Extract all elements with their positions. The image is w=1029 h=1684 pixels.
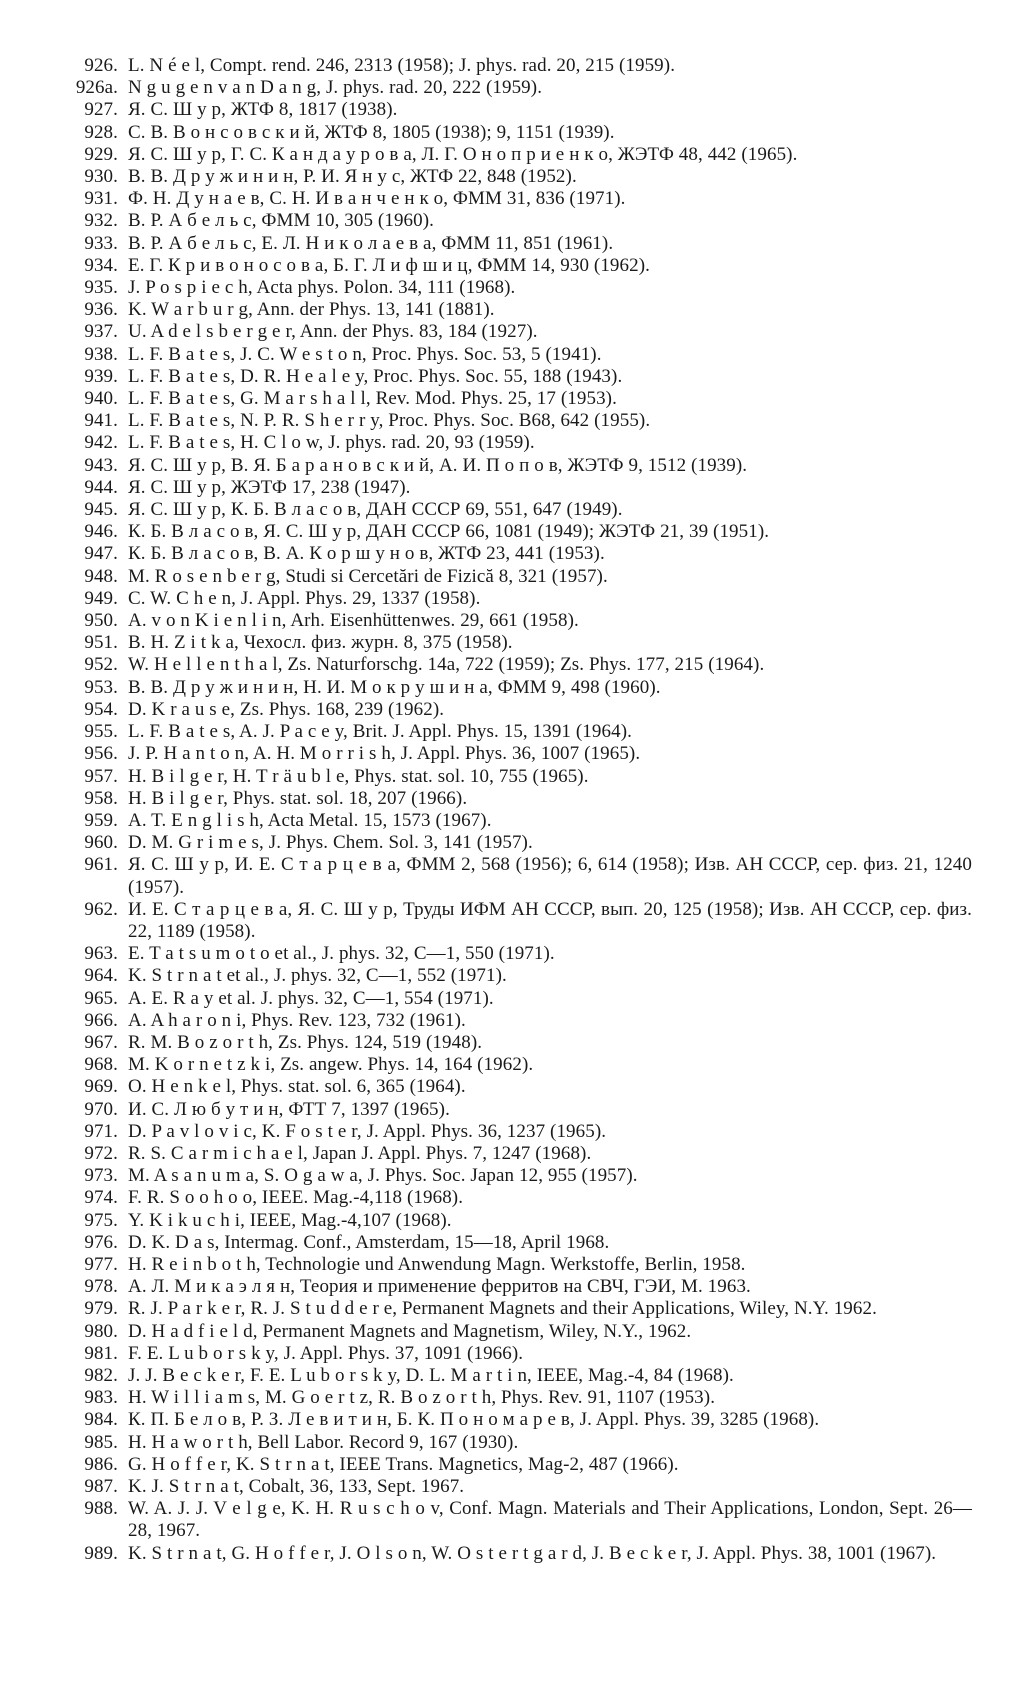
reference-text: В. В. Д р у ж и н и н, Р. И. Я н у с, ЖТФ 22, 848 (1952). (128, 166, 577, 188)
reference-entry (52, 1076, 972, 1098)
reference-entry (52, 854, 972, 898)
reference-text: J. J. B e c k e r, F. E. L u b o r s k y, D. L. M a r t i n, IEEE, Mag.-4, 84 (1968). (128, 1364, 734, 1386)
reference-text: K. S t r n a t, G. H o f f e r, J. O l s o n, W. O s t e r t g a r d, J. B e c k e r, J. Appl. Phys. 38, 1001 (1967). (128, 1542, 937, 1564)
reference-number: 942. (84, 432, 118, 454)
reference-number: 951. (84, 632, 118, 654)
reference-entry (52, 344, 972, 366)
reference-number: 987. (84, 1476, 118, 1497)
reference-entry (52, 455, 972, 477)
reference-number: 939. (84, 365, 118, 387)
reference-number: 956. (84, 743, 118, 765)
reference-entry (52, 233, 972, 255)
reference-text: Я. С. Ш у р, ЖТФ 8, 1817 (1938). (128, 99, 398, 121)
reference-number: 955. (84, 721, 118, 743)
reference-text: L. F. B a t e s, N. P. R. S h e r r y, Proc. Phys. Soc. B68, 642 (1955). (128, 410, 651, 432)
reference-text: К. Б. В л а с о в, Я. С. Ш у р, ДАН СССР 66, 1081 (1949); ЖЭТФ 21, 39 (1951). (128, 521, 770, 543)
reference-number: 959. (84, 809, 118, 831)
reference-text: F. E. L u b o r s k y, J. Appl. Phys. 37, 1091 (1966). (128, 1342, 524, 1364)
reference-number: 937. (84, 321, 118, 343)
reference-number: 967. (84, 1031, 118, 1053)
reference-entry (52, 1432, 972, 1454)
reference-entry (52, 1099, 972, 1121)
reference-entry (52, 1254, 972, 1276)
reference-text: К. Б. В л а с о в, В. А. К о р ш у н о в, ЖТФ 23, 441 (1953). (128, 543, 605, 565)
reference-entry (52, 766, 972, 788)
reference-entry (52, 1543, 972, 1565)
reference-number: 945. (84, 499, 118, 521)
reference-number: 936. (84, 299, 118, 321)
reference-number: 926. (84, 55, 118, 76)
reference-text: L. F. B a t e s, A. J. P a c e y, Brit. J. Appl. Phys. 15, 1391 (1964). (128, 721, 632, 743)
reference-entry (52, 1232, 972, 1254)
reference-number: 972. (84, 1142, 118, 1164)
reference-entry (52, 1276, 972, 1298)
reference-entry (52, 788, 972, 810)
reference-number: 960. (84, 832, 118, 854)
reference-text: K. J. S t r n a t, Cobalt, 36, 133, Sept. 1967. (128, 1476, 465, 1497)
reference-number: 978. (84, 1276, 118, 1298)
reference-number: 938. (84, 343, 118, 365)
reference-entry (52, 255, 972, 277)
reference-text: H. R e i n b o t h, Technologie und Anwendung Magn. Werkstoffe, Berlin, 1958. (128, 1253, 746, 1275)
reference-text: B. H. Z i t k a, Чехосл. физ. журн. 8, 375 (1958). (128, 632, 513, 654)
reference-number: 933. (84, 232, 118, 254)
reference-text: M. R o s e n b e r g, Studi si Cercetări de Fizică 8, 321 (1957). (128, 565, 608, 587)
reference-text: M. K o r n e t z k i, Zs. angew. Phys. 14, 164 (1962). (128, 1054, 534, 1076)
reference-number: 943. (84, 454, 118, 476)
reference-entry (52, 499, 972, 521)
reference-number: 927. (84, 99, 118, 121)
reference-number: 952. (84, 654, 118, 676)
reference-number: 979. (84, 1298, 118, 1320)
reference-entry (52, 1165, 972, 1187)
reference-entry (52, 677, 972, 699)
reference-entry (52, 1187, 972, 1209)
reference-entry (52, 566, 972, 588)
reference-number: 966. (84, 1009, 118, 1031)
reference-text: U. A d e l s b e r g e r, Ann. der Phys. 83, 184 (1927). (128, 321, 538, 343)
reference-text: A. A h a r o n i, Phys. Rev. 123, 732 (1961). (128, 1009, 466, 1031)
reference-entry (52, 632, 972, 654)
reference-number: 935. (84, 277, 118, 299)
reference-text: J. P o s p i e c h, Acta phys. Polon. 34, 111 (1968). (128, 277, 516, 299)
reference-number: 929. (84, 143, 118, 165)
reference-number: 985. (84, 1431, 118, 1453)
reference-text: K. S t r n a t et al., J. phys. 32, C—1, 552 (1971). (128, 965, 507, 987)
reference-entry (52, 810, 972, 832)
reference-number: 980. (84, 1320, 118, 1342)
reference-number: 969. (84, 1076, 118, 1098)
reference-entry (52, 210, 972, 232)
reference-text: В. В. Д р у ж и н и н, Н. И. М о к р у ш и н а, ФММ 9, 498 (1960). (128, 676, 661, 698)
reference-entry (52, 1121, 972, 1143)
reference-entry (52, 1321, 972, 1343)
reference-number: 971. (84, 1120, 118, 1142)
reference-entry (52, 965, 972, 987)
reference-text: W. H e l l e n t h a l, Zs. Naturforschg. 14a, 722 (1959); Zs. Phys. 177, 215 (1964). (128, 654, 765, 676)
reference-entry (52, 543, 972, 565)
reference-number: 950. (84, 610, 118, 632)
reference-entry (52, 899, 972, 943)
reference-number: 958. (84, 787, 118, 809)
reference-number: 928. (84, 121, 118, 143)
reference-text: M. A s a n u m a, S. O g a w a, J. Phys. Soc. Japan 12, 955 (1957). (128, 1165, 638, 1187)
reference-number: 963. (84, 943, 118, 965)
reference-entry (52, 654, 972, 676)
reference-text: D. K r a u s e, Zs. Phys. 168, 239 (1962). (128, 698, 445, 720)
reference-number: 934. (84, 254, 118, 276)
reference-text: H. B i l g e r, Phys. stat. sol. 18, 207 (1966). (128, 787, 468, 809)
reference-list (52, 55, 972, 1565)
reference-number: 948. (84, 565, 118, 587)
reference-text: Ф. Н. Д у н а е в, С. Н. И в а н ч е н к о, ФММ 31, 836 (1971). (128, 188, 626, 210)
reference-number: 949. (84, 587, 118, 609)
reference-text: E. T a t s u m o t o et al., J. phys. 32, C—1, 550 (1971). (128, 943, 555, 965)
reference-text: D. M. G r i m e s, J. Phys. Chem. Sol. 3, 141 (1957). (128, 832, 533, 854)
reference-number: 954. (84, 698, 118, 720)
reference-entry (52, 188, 972, 210)
reference-number: 957. (84, 765, 118, 787)
reference-entry (52, 477, 972, 499)
reference-text: J. P. H a n t o n, A. H. M o r r i s h, J. Appl. Phys. 36, 1007 (1965). (128, 743, 641, 765)
reference-number: 968. (84, 1054, 118, 1076)
reference-text: К. П. Б е л о в, Р. З. Л е в и т и н, Б. К. П о н о м а р е в, J. Appl. Phys. 39, 3285 (1968). (128, 1409, 820, 1431)
reference-text: A. E. R a y et al. J. phys. 32, C—1, 554 (1971). (128, 987, 494, 1009)
reference-number: 946. (84, 521, 118, 543)
reference-entry (52, 521, 972, 543)
reference-number: 962. (84, 898, 118, 920)
reference-entry (52, 122, 972, 144)
reference-number: 926a. (75, 77, 118, 99)
reference-entry (52, 1298, 972, 1320)
reference-text: А. Л. М и к а э л я н, Теория и применение ферритов на СВЧ, ГЭИ, М. 1963. (128, 1276, 751, 1298)
reference-entry (52, 77, 972, 99)
reference-number: 982. (84, 1364, 118, 1386)
reference-number: 975. (84, 1209, 118, 1231)
reference-entry (52, 321, 972, 343)
reference-number: 973. (84, 1165, 118, 1187)
reference-text: O. H e n k e l, Phys. stat. sol. 6, 365 (1964). (128, 1076, 466, 1098)
reference-text: В. Р. А б е л ь с, Е. Л. Н и к о л а е в а, ФММ 11, 851 (1961). (128, 232, 614, 254)
reference-entry (52, 1210, 972, 1232)
reference-entry (52, 743, 972, 765)
reference-entry (52, 610, 972, 632)
reference-text: C. W. C h e n, J. Appl. Phys. 29, 1337 (1958). (128, 587, 481, 609)
reference-number: 930. (84, 166, 118, 188)
reference-entry (52, 144, 972, 166)
reference-number: 981. (84, 1342, 118, 1364)
reference-text: H. W i l l i a m s, M. G o e r t z, R. B o z o r t h, Phys. Rev. 91, 1107 (1953). (128, 1387, 716, 1409)
reference-entry (52, 1498, 972, 1542)
reference-entry (52, 943, 972, 965)
reference-text: R. J. P a r k e r, R. J. S t u d d e r e, Permanent Magnets and their Applications, Wiley, N.Y. 1962. (128, 1298, 877, 1320)
reference-number: 976. (84, 1231, 118, 1253)
reference-entry (52, 699, 972, 721)
reference-number: 983. (84, 1387, 118, 1409)
reference-text: L. N é e l, Compt. rend. 246, 2313 (1958); J. phys. rad. 20, 215 (1959). (128, 55, 676, 76)
reference-number: 988. (84, 1498, 118, 1520)
reference-text: И. Е. С т а р ц е в а, Я. С. Ш у р, Труды ИФМ АН СССР, вып. 20, 125 (1958); Изв. АН СССР, сер. физ. 22, 1189 (1958). (128, 898, 972, 942)
reference-number: 964. (84, 965, 118, 987)
reference-entry (52, 1454, 972, 1476)
reference-entry (52, 166, 972, 188)
reference-text: С. В. В о н с о в с к и й, ЖТФ 8, 1805 (1938); 9, 1151 (1939). (128, 121, 615, 143)
reference-text: L. F. B a t e s, J. C. W e s t o n, Proc. Phys. Soc. 53, 5 (1941). (128, 343, 602, 365)
reference-entry (52, 410, 972, 432)
reference-entry (52, 1476, 972, 1498)
reference-number: 953. (84, 676, 118, 698)
reference-number: 974. (84, 1187, 118, 1209)
reference-entry (52, 1143, 972, 1165)
reference-entry (52, 1343, 972, 1365)
reference-entry (52, 988, 972, 1010)
reference-text: В. Р. А б е л ь с, ФММ 10, 305 (1960). (128, 210, 435, 232)
reference-entry (52, 1032, 972, 1054)
reference-number: 932. (84, 210, 118, 232)
reference-number: 989. (84, 1542, 118, 1564)
reference-number: 931. (84, 188, 118, 210)
reference-text: H. H a w o r t h, Bell Labor. Record 9, 167 (1930). (128, 1431, 519, 1453)
reference-text: F. R. S o o h o o, IEEE. Mag.-4,118 (1968). (128, 1187, 464, 1209)
reference-text: L. F. B a t e s, G. M a r s h a l l, Rev. Mod. Phys. 25, 17 (1953). (128, 388, 617, 410)
reference-number: 961. (84, 854, 118, 876)
reference-number: 977. (84, 1253, 118, 1275)
reference-entry (52, 432, 972, 454)
reference-entry (52, 1365, 972, 1387)
reference-text: H. B i l g e r, H. T r ä u b l e, Phys. stat. sol. 10, 755 (1965). (128, 765, 589, 787)
reference-entry (52, 1054, 972, 1076)
reference-text: D. P a v l o v i c, K. F o s t e r, J. Appl. Phys. 36, 1237 (1965). (128, 1120, 607, 1142)
reference-text: L. F. B a t e s, D. R. H e a l e y, Proc. Phys. Soc. 55, 188 (1943). (128, 365, 623, 387)
reference-entry (52, 366, 972, 388)
reference-entry (52, 1010, 972, 1032)
reference-text: Y. K i k u c h i, IEEE, Mag.-4,107 (1968). (128, 1209, 452, 1231)
reference-entry (52, 1387, 972, 1409)
reference-text: K. W a r b u r g, Ann. der Phys. 13, 141 (1881). (128, 299, 495, 321)
reference-entry (52, 721, 972, 743)
reference-text: R. M. B o z o r t h, Zs. Phys. 124, 519 (1948). (128, 1031, 483, 1053)
reference-text: Я. С. Ш у р, Г. С. К а н д а у р о в а, Л. Г. О н о п р и е н к о, ЖЭТФ 48, 442 (1965). (128, 143, 798, 165)
reference-entry (52, 299, 972, 321)
reference-text: W. A. J. J. V e l g e, K. H. R u s c h o v, Conf. Magn. Materials and Their Applications, London, Sept. 26—28, 1967. (128, 1498, 972, 1542)
reference-text: G. H o f f e r, K. S t r n a t, IEEE Trans. Magnetics, Mag-2, 487 (1966). (128, 1453, 679, 1475)
reference-number: 986. (84, 1453, 118, 1475)
reference-text: И. С. Л ю б у т и н, ФТТ 7, 1397 (1965). (128, 1098, 450, 1120)
reference-text: A. T. E n g l i s h, Acta Metal. 15, 1573 (1967). (128, 809, 492, 831)
reference-entry (52, 55, 972, 77)
reference-text: D. H a d f i e l d, Permanent Magnets and Magnetism, Wiley, N.Y., 1962. (128, 1320, 692, 1342)
reference-entry (52, 99, 972, 121)
reference-text: L. F. B a t e s, H. C l o w, J. phys. rad. 20, 93 (1959). (128, 432, 535, 454)
reference-text: A. v o n K i e n l i n, Arh. Eisenhüttenwes. 29, 661 (1958). (128, 610, 579, 632)
reference-entry (52, 388, 972, 410)
reference-number: 947. (84, 543, 118, 565)
reference-number: 984. (84, 1409, 118, 1431)
reference-text: Я. С. Ш у р, К. Б. В л а с о в, ДАН СССР 69, 551, 647 (1949). (128, 499, 623, 521)
reference-entry (52, 1409, 972, 1431)
reference-text: Е. Г. К р и в о н о с о в а, Б. Г. Л и ф ш и ц, ФММ 14, 930 (1962). (128, 254, 651, 276)
reference-text: Я. С. Ш у р, В. Я. Б а р а н о в с к и й, А. И. П о п о в, ЖЭТФ 9, 1512 (1939). (128, 454, 748, 476)
reference-text: R. S. C a r m i c h a e l, Japan J. Appl. Phys. 7, 1247 (1968). (128, 1142, 592, 1164)
reference-number: 941. (84, 410, 118, 432)
reference-entry (52, 277, 972, 299)
reference-number: 940. (84, 388, 118, 410)
reference-text: D. K. D a s, Intermag. Conf., Amsterdam, 15—18, April 1968. (128, 1231, 610, 1253)
reference-entry (52, 588, 972, 610)
reference-number: 970. (84, 1098, 118, 1120)
reference-text: Я. С. Ш у р, И. Е. С т а р ц е в а, ФММ 2, 568 (1956); 6, 614 (1958); Изв. АН СССР, сер. физ. 21, 1240 (1957). (128, 854, 972, 898)
reference-text: Я. С. Ш у р, ЖЭТФ 17, 238 (1947). (128, 476, 411, 498)
reference-entry (52, 832, 972, 854)
reference-number: 965. (84, 987, 118, 1009)
reference-number: 944. (84, 476, 118, 498)
reference-text: N g u g e n v a n D a n g, J. phys. rad. 20, 222 (1959). (128, 77, 543, 99)
